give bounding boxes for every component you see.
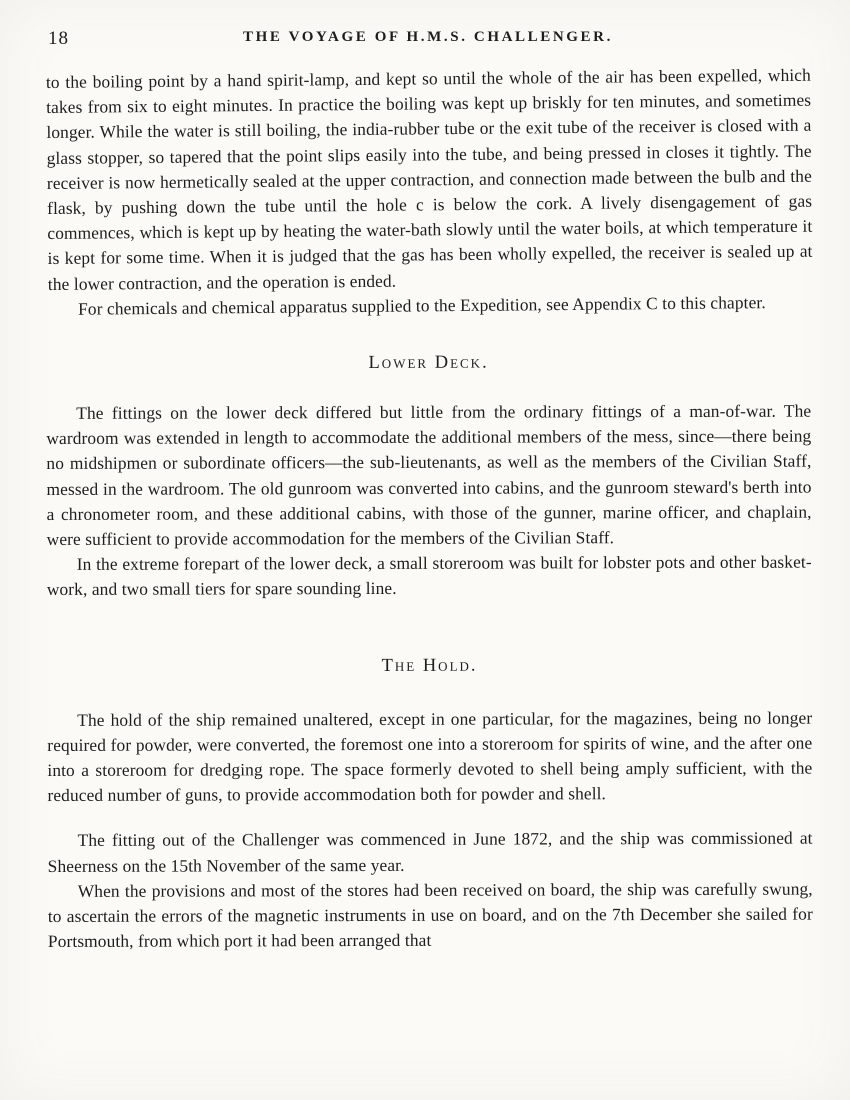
text-block-top xyxy=(46,63,813,322)
page-number: 18 xyxy=(48,28,69,49)
paragraph-lower-deck-fittings: The fittings on the lower deck differed but little from the ordinary fittings of a man-of-war. The wardroom was extended in length to accommodate the additional members of the mess, since—there being no midshipmen or subordinate officers—the sub-lieutenants, as well as the members of the Civilian Staff, messed in the wardroom. The old gunroom was converted into cabins, and the gunroom steward's berth into a chronometer room, and these additional cabins, with those of the gunner, marine officer, and chaplain, were sufficient to provide accommodation for the members of the Civilian Staff. xyxy=(46,400,812,550)
page-body xyxy=(45,64,813,954)
paragraph-forepart-storeroom: In the extreme forepart of the lower deck, a small storeroom was built for lobster pots and other basket-work, and two small tiers for spare sounding line. xyxy=(46,551,812,600)
paragraph-fitting-out: The fitting out of the Challenger was commenced in June 1872, and the ship was commissioned at Sheerness on the 15th November of the same year. xyxy=(47,828,813,876)
running-header: THE VOYAGE OF H.M.S. CHALLENGER. xyxy=(243,29,613,45)
paragraph-provisions-swung: When the provisions and most of the stores had been received on board, the ship was carefully swung, to ascertain the errors of the magnetic instruments in use on board, and on the 7th December she sailed for Portsmouth, from which port it had been arranged that xyxy=(47,878,813,952)
paragraph-chemicals-appendix: For chemicals and chemical apparatus supplied to the Expedition, see Appendix C to this chapter. xyxy=(77,291,766,319)
heading-the-hold: The Hold. xyxy=(381,655,478,676)
page-header xyxy=(48,26,808,52)
text-block-bottom xyxy=(46,350,813,955)
paragraph-boiling-process: to the boiling point by a hand spirit-lamp, and kept so until the whole of the air has been expelled, which takes from six to eight minutes. In practice the boiling was kept up briskly for ten minutes, and sometimes longer. While the water is still boiling, the india-rubber tube or the exit tube of the receiver is closed with a glass stopper, so tapered that the point slips easily into the tube, and being pressed in closes it tightly. The receiver is now hermetically sealed at the upper contraction, and connection made between the bulb and the flask, by pushing down the tube until the hole c is below the cork. A lively disengagement of gas commences, which is kept up by heating the water-bath slowly until the water boils, at which temperature it is kept for some time. When it is judged that the gas has been wholly expelled, the receiver is sealed up at the lower contraction, and the operation is ended. xyxy=(45,64,813,294)
heading-lower-deck: Lower Deck. xyxy=(368,352,489,374)
paragraph-hold-magazines: The hold of the ship remained unaltered, except in one particular, for the magazines, being no longer required for powder, were converted, the foremost one into a storeroom for spirits of wine, and the after one into a storeroom for dredging rope. The space formerly devoted to shell being amply sufficient, with the reduced number of guns, to provide accommodation both for powder and shell. xyxy=(47,707,813,806)
